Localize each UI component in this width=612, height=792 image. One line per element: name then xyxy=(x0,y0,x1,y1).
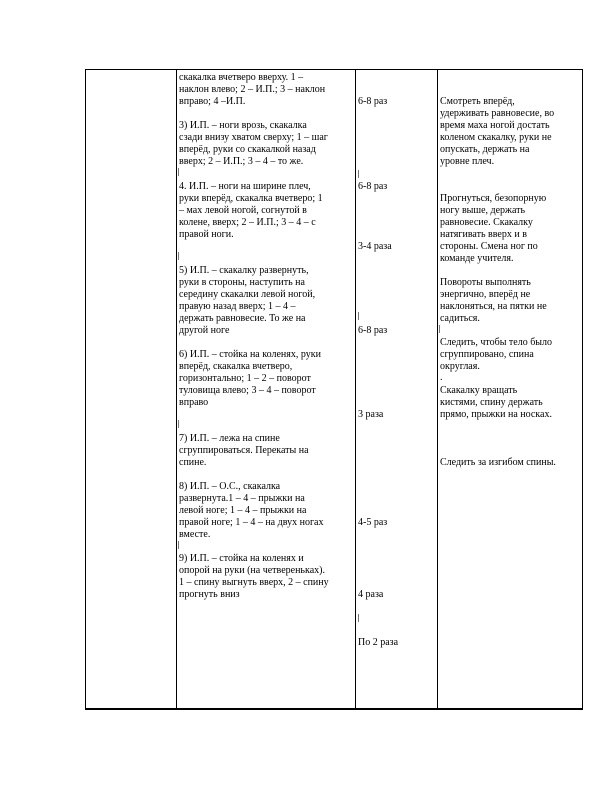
dosage-value: 4 раза xyxy=(358,589,384,600)
dosage-value: 3-4 раза xyxy=(358,241,392,252)
note-line: стороны. Смена ног по xyxy=(440,241,538,252)
exercise-line: 5) И.П. – скакалку развернуть, xyxy=(179,265,309,276)
dosage-value: 6-8 раз xyxy=(358,181,388,192)
note-line: Смотреть вперёд, xyxy=(440,96,515,107)
exercise-line: – мах левой ногой, согнутой в xyxy=(179,205,307,216)
table-left-border xyxy=(85,69,86,710)
exercise-line: сгруппироваться. Перекаты на xyxy=(179,445,309,456)
exercise-line: вверх; 2 – И.П.; 3 – 4 – то же. xyxy=(179,156,304,167)
exercise-line: другой ноге xyxy=(179,325,230,336)
paragraph-mark xyxy=(178,541,179,549)
note-line: равновесие. Скакалку xyxy=(440,217,533,228)
exercise-line: руки вперёд, скакалка вчетверо; 1 xyxy=(179,193,323,204)
exercise-line: середину скакалки левой ногой, xyxy=(179,289,316,300)
note-line: энергично, вперёд не xyxy=(440,289,531,300)
exercise-line: скакалка вчетверо вверху. 1 – xyxy=(179,72,304,83)
note-line: Повороты выполнять xyxy=(440,277,531,288)
exercise-line: спине. xyxy=(179,457,207,468)
note-line: округлая. xyxy=(440,361,480,372)
paragraph-mark xyxy=(178,168,179,176)
note-line: кистями, спину держать xyxy=(440,397,543,408)
column-divider-2 xyxy=(355,69,356,710)
note-line: садиться. xyxy=(440,313,480,324)
dosage-value: 6-8 раз xyxy=(358,325,388,336)
paragraph-mark xyxy=(358,170,359,178)
column-divider-1 xyxy=(176,69,177,710)
exercise-line: прогнуть вниз xyxy=(179,589,240,600)
dosage-value: По 2 раза xyxy=(358,637,399,648)
exercise-line: наклон влево; 2 – И.П.; 3 – наклон xyxy=(179,84,326,95)
exercise-line: 8) И.П. – О.С., скакалка xyxy=(179,481,281,492)
exercise-line: 4. И.П. – ноги на ширине плеч, xyxy=(179,181,311,192)
exercise-line: правую назад вверх; 1 – 4 – xyxy=(179,301,296,312)
dosage-value: 3 раза xyxy=(358,409,384,420)
table-top-border xyxy=(85,69,583,70)
exercise-line: 9) И.П. – стойка на коленях и xyxy=(179,553,304,564)
paragraph-mark xyxy=(178,252,179,260)
exercise-line: правой ноге; 1 – 4 – на двух ногах xyxy=(179,517,324,528)
column-divider-3 xyxy=(437,69,438,710)
exercise-line: туловища влево; 3 – 4 – поворот xyxy=(179,385,316,396)
note-line: уровне плеч. xyxy=(440,156,495,167)
note-line: сгруппировано, спина xyxy=(440,349,534,360)
exercise-line: левой ноге; 1 – 4 – прыжки на xyxy=(179,505,307,516)
exercise-line: горизонтально; 1 – 2 – поворот xyxy=(179,373,311,384)
note-dot: . xyxy=(440,372,443,383)
note-line: Прогнуться, безопорную xyxy=(440,193,547,204)
note-line: команде учителя. xyxy=(440,253,514,264)
exercise-line: держать равновесие. То же на xyxy=(179,313,306,324)
exercise-line: колене, вверх; 2 – И.П.; 3 – 4 – с xyxy=(179,217,316,228)
paragraph-mark xyxy=(358,614,359,622)
note-line: удерживать равновесие, во xyxy=(440,108,555,119)
note-line: Следить за изгибом спины. xyxy=(440,457,556,468)
exercise-line: вправо xyxy=(179,397,209,408)
exercise-line: руки в стороны, наступить на xyxy=(179,277,305,288)
exercise-line: 6) И.П. – стойка на коленях, руки xyxy=(179,349,321,360)
exercise-line: развернута.1 – 4 – прыжки на xyxy=(179,493,305,504)
note-line: опускать, держать на xyxy=(440,144,530,155)
note-line: Скакалку вращать xyxy=(440,385,518,396)
exercise-line: 3) И.П. – ноги врозь, скакалка xyxy=(179,120,307,131)
dosage-value: 6-8 раз xyxy=(358,96,388,107)
note-line: наклоняться, на пятки не xyxy=(440,301,547,312)
exercise-line: 1 – спину выгнуть вверх, 2 – спину xyxy=(179,577,329,588)
exercise-line: вперёд, скакалка вчетверо, xyxy=(179,361,293,372)
dosage-value: 4-5 раз xyxy=(358,517,388,528)
note-line: натягивать вверх и в xyxy=(440,229,527,240)
note-line: коленом скакалку, руки не xyxy=(440,132,552,143)
paragraph-mark xyxy=(358,312,359,320)
exercise-line: опорой на руки (на четвереньках). xyxy=(179,565,325,576)
table-bottom-border xyxy=(85,708,583,710)
note-line: Следить, чтобы тело было xyxy=(440,337,553,348)
exercise-line: 7) И.П. – лежа на спине xyxy=(179,433,280,444)
exercise-line: вместе. xyxy=(179,529,211,540)
note-line: прямо, прыжки на носках. xyxy=(440,409,552,420)
paragraph-mark xyxy=(439,325,440,333)
table-right-border xyxy=(582,69,583,710)
exercise-line: правой ноги. xyxy=(179,229,234,240)
exercise-line: сзади внизу хватом сверху; 1 – шаг xyxy=(179,132,328,143)
exercise-line: вправо; 4 –И.П. xyxy=(179,96,246,107)
note-line: время маха ногой достать xyxy=(440,120,550,131)
note-line: ногу выше, держать xyxy=(440,205,526,216)
paragraph-mark xyxy=(178,420,179,428)
exercise-line: вперёд, руки со скакалкой назад xyxy=(179,144,316,155)
